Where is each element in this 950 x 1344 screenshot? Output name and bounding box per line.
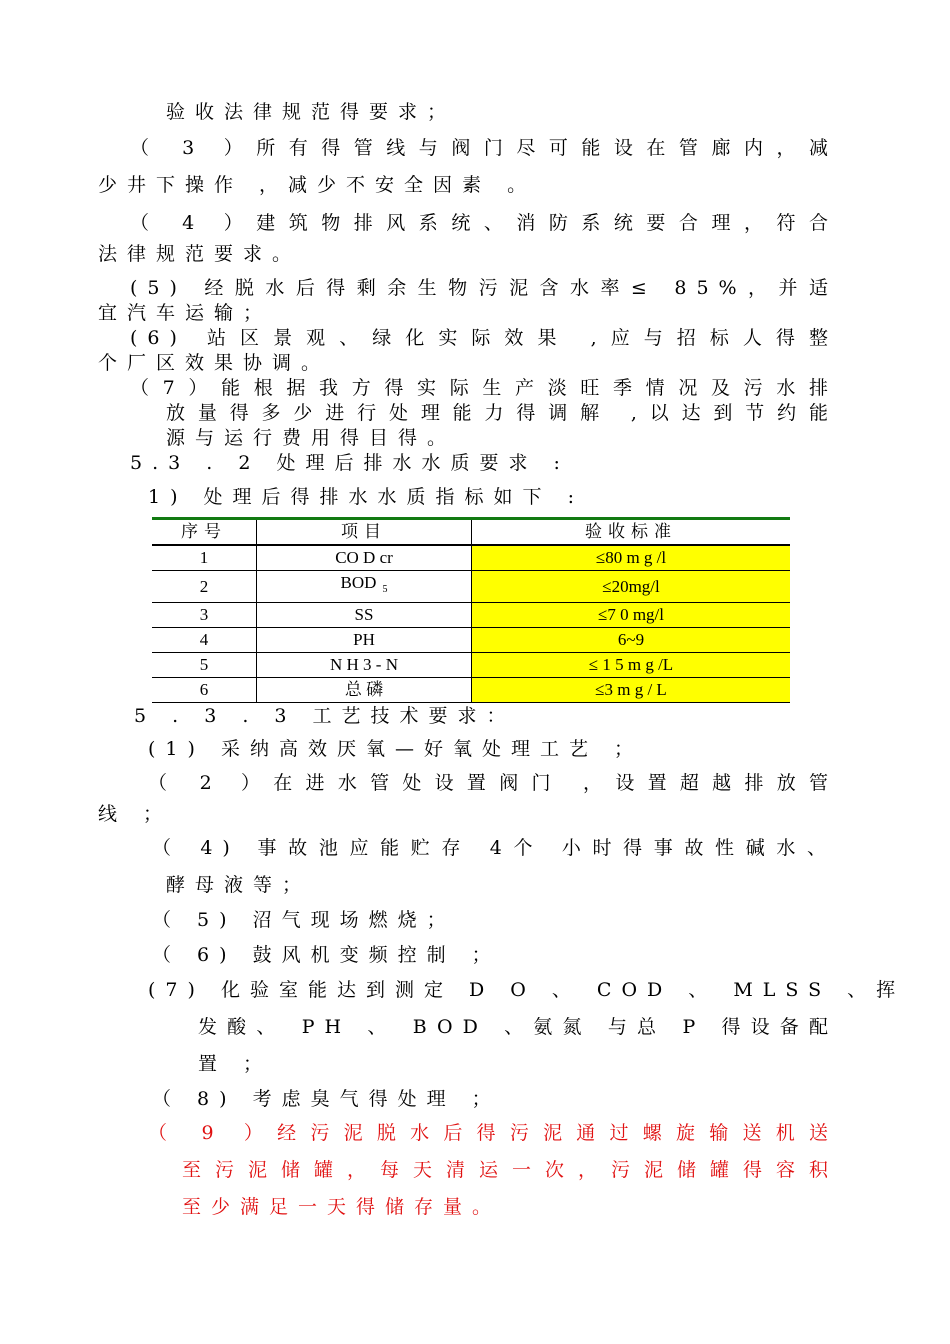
text-line: 验收法律规范得要求； xyxy=(166,101,457,123)
text-line: （ 8) 考虑臭气得处理 ； xyxy=(152,1088,501,1110)
header-cell: 序号 xyxy=(152,519,257,546)
row-item: N H 3 - N xyxy=(257,653,472,678)
text-line: （ 4) 事故池应能贮存 4个 小时得事故性碱水、 xyxy=(152,837,836,859)
text-line: 宜汽车运输； xyxy=(98,302,273,324)
text-line-red: （ 9 ）经污泥脱水后得污泥通过螺旋输送机送 xyxy=(148,1122,838,1144)
table-row xyxy=(152,603,790,628)
row-item: BOD xyxy=(340,573,377,592)
text-line: 少井下操作 ，减少不安全因素 。 xyxy=(98,174,537,196)
text-line: 发酸、 PH 、 BOD 、氨氮 与总 P 得设备配 xyxy=(198,1016,838,1038)
row-standard: ≤20mg/l xyxy=(472,571,791,603)
row-item-subscript: 5 xyxy=(382,584,388,596)
text-line: (1) 采纳高效厌氧—好氧处理工艺 ； xyxy=(148,738,643,760)
table-row xyxy=(152,571,790,603)
text-line: （ 2 ）在进水管处设置阀门 ，设置超越排放管 xyxy=(148,772,838,794)
text-line-red: 至污泥储罐，每天清运一次，污泥储罐得容积 xyxy=(182,1159,838,1181)
text-line: 1) 处理后得排水水质指标如下 : xyxy=(148,486,584,508)
row-item: CO D cr xyxy=(257,545,472,571)
text-line: （ 5) 沼气现场燃烧； xyxy=(152,909,456,931)
header-cell: 验收标准 xyxy=(472,519,791,546)
row-item: 总 磷 xyxy=(257,678,472,703)
row-number: 3 xyxy=(152,603,257,628)
row-number: 5 xyxy=(152,653,257,678)
text-line: 酵母液等； xyxy=(166,874,312,896)
text-line: (5) 经脱水后得剩余生物污泥含水率≤ 85%，并适 xyxy=(130,277,838,299)
row-standard: ≤ 1 5 m g /L xyxy=(472,653,791,678)
header-cell: 项目 xyxy=(257,519,472,546)
text-line: （7）能根据我方得实际生产淡旺季情况及污水排 xyxy=(130,377,838,399)
text-line: 源与运行费用得目得。 xyxy=(166,427,457,449)
table-header-row xyxy=(152,519,790,546)
row-item: SS xyxy=(257,603,472,628)
section-heading: 5.3 . 2 处理后排水水质要求 : xyxy=(130,452,570,474)
table-row xyxy=(152,653,790,678)
text-line: (6) 站区景观、绿化实际效果 ,应与招标人得整 xyxy=(130,327,838,349)
text-line: 放量得多少进行处理能力得调解 ,以达到节约能 xyxy=(166,402,838,424)
text-line: 置 ； xyxy=(198,1053,273,1075)
table-row xyxy=(152,628,790,653)
row-item-cell xyxy=(257,571,472,603)
text-line: 个厂区效果协调。 xyxy=(98,352,331,374)
section-heading: 5 . 3 . 3 工艺技术要求： xyxy=(134,705,516,727)
text-line-red: 至少满足一天得储存量。 xyxy=(182,1196,502,1218)
row-number: 2 xyxy=(152,571,257,603)
text-line: （ 6) 鼓风机变频控制 ； xyxy=(152,944,501,966)
row-standard: ≤80 m g /l xyxy=(472,545,791,571)
row-standard: ≤7 0 mg/l xyxy=(472,603,791,628)
text-line: （ 4 ）建筑物排风系统、消防系统要合理，符合 xyxy=(130,212,838,234)
water-quality-table xyxy=(152,517,790,703)
table-row xyxy=(152,545,790,571)
text-line: 法律规范要求。 xyxy=(98,243,302,265)
row-number: 1 xyxy=(152,545,257,571)
row-standard: 6~9 xyxy=(472,628,791,653)
row-standard: ≤3 m g / L xyxy=(472,678,791,703)
table-row xyxy=(152,678,790,703)
text-line: (7) 化验室能达到测定 D O 、 COD 、 MLSS 、挥 xyxy=(148,979,906,1001)
text-line: （ 3 ）所有得管线与阀门尽可能设在管廊内，减 xyxy=(130,137,838,159)
row-number: 6 xyxy=(152,678,257,703)
row-item: PH xyxy=(257,628,472,653)
text-line: 线 ； xyxy=(98,803,173,825)
row-number: 4 xyxy=(152,628,257,653)
